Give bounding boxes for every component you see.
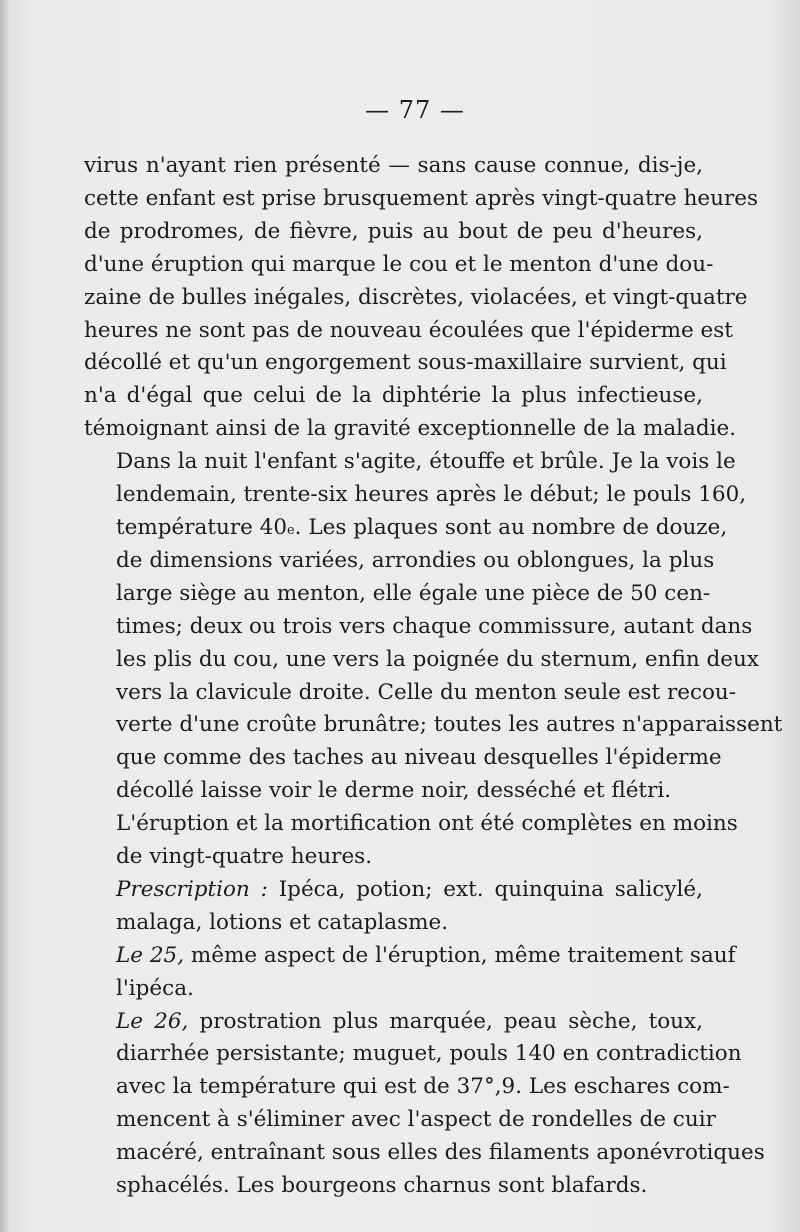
- paragraph-1: [84, 150, 759, 446]
- text-line: l'ipéca.: [116, 975, 194, 1001]
- text-line: décollé et qu'un engorgement sous-maxillaire survient, qui: [84, 350, 727, 376]
- text-line: heures ne sont pas de nouveau écoulées que l'épiderme est: [84, 317, 733, 343]
- paragraph-2: [84, 446, 783, 808]
- text-line: times; deux ou trois vers chaque commissure, autant dans: [116, 613, 753, 639]
- text-line: verte d'une croûte brunâtre; toutes les autres n'apparaissent: [116, 712, 783, 738]
- date-26-text: prostration plus marquée, peau sèche, toux,: [188, 1008, 703, 1034]
- text-line: malaga, lotions et cataplasme.: [116, 909, 449, 935]
- text-line: [84, 1006, 703, 1039]
- paragraph-6: [84, 1006, 765, 1203]
- text-line: de dimensions variées, arrondies ou oblongues, la plus: [116, 547, 715, 573]
- prescription-label: Prescription :: [116, 876, 268, 902]
- text-line: zaine de bulles inégales, discrètes, violacées, et vingt-quatre: [84, 284, 748, 310]
- paragraph-3: [84, 808, 738, 874]
- temperature-text: température 40: [116, 514, 288, 540]
- page-edge-shadow: [0, 0, 10, 1232]
- text-line: d'une éruption qui marque le cou et le menton d'une dou-: [84, 251, 714, 277]
- plaques-text: . Les plaques sont au nombre de douze,: [294, 514, 728, 540]
- body-text: [84, 150, 783, 1203]
- text-line: [84, 940, 736, 973]
- text-line: que comme des taches au niveau desquelles l'épiderme: [116, 745, 722, 771]
- text-line: de vingt-quatre heures.: [116, 844, 373, 870]
- text-line: sphacélés. Les bourgeons charnus sont blafards.: [116, 1173, 648, 1199]
- text-line: témoignant ainsi de la gravité exceptionnelle de la maladie.: [84, 416, 737, 442]
- text-line: avec la température qui est de 37°,9. Les eschares com-: [116, 1074, 730, 1100]
- text-line: n'a d'égal que celui de la diphtérie la plus infectieuse,: [84, 383, 703, 409]
- text-line: mencent à s'éliminer avec l'aspect de rondelles de cuir: [116, 1107, 716, 1133]
- text-line: les plis du cou, une vers la poignée du sternum, enfin deux: [116, 646, 759, 672]
- prescription-text: Ipéca, potion; ext. quinquina salicylé,: [267, 876, 703, 902]
- date-25-text: même aspect de l'éruption, même traitement sauf: [184, 942, 736, 968]
- text-line: virus n'ayant rien présenté — sans cause connue, dis-je,: [84, 153, 703, 178]
- page-number: — 77 —: [365, 96, 465, 124]
- text-line: diarrhée persistante; muguet, pouls 140 en contradiction: [116, 1041, 742, 1067]
- text-line: [84, 874, 703, 907]
- date-label-25: Le 25,: [116, 942, 185, 968]
- text-line: décollé laisse voir le derme noir, desséché et flétri.: [116, 778, 672, 804]
- temperature-superscript: e: [287, 522, 295, 538]
- text-line: Dans la nuit l'enfant s'agite, étouffe et brûle. Je la vois le: [116, 449, 736, 475]
- text-line: large siège au menton, elle égale une pièce de 50 cen-: [116, 580, 711, 606]
- text-line: L'éruption et la mortification ont été complètes en moins: [116, 811, 738, 837]
- text-line: vers la clavicule droite. Celle du menton seule est recou-: [116, 679, 737, 705]
- text-line-temperature: [84, 512, 728, 545]
- paragraph-4: [84, 874, 703, 940]
- paragraph-5: [84, 940, 736, 1006]
- date-label-26: Le 26,: [116, 1008, 189, 1034]
- text-line: de prodromes, de fièvre, puis au bout de peu d'heures,: [84, 218, 703, 244]
- text-line: macéré, entraînant sous elles des filaments aponévrotiques: [116, 1140, 765, 1166]
- text-line: cette enfant est prise brusquement après vingt-quatre heures: [84, 185, 759, 211]
- text-line: lendemain, trente-six heures après le début; le pouls 160,: [116, 482, 747, 508]
